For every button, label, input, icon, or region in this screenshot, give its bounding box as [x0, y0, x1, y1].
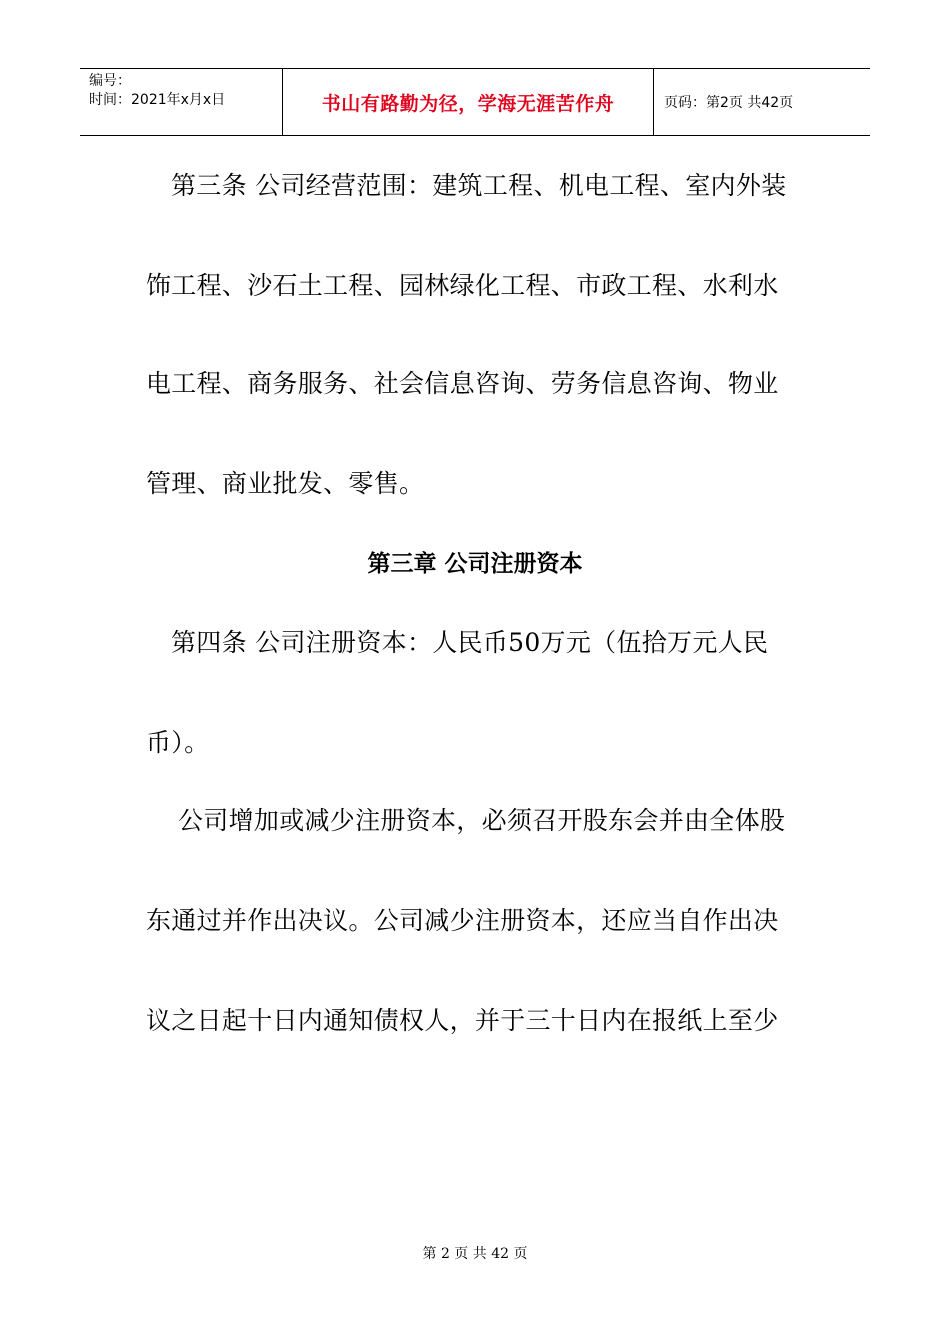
article4-line-2: 币）。 [146, 728, 210, 757]
page-header [80, 68, 870, 136]
article3-line-1: 第三条 公司经营范围：建筑工程、机电工程、室内外装 [171, 171, 787, 200]
header-number-label: 编号： [89, 73, 131, 89]
chapter-heading: 第三章 公司注册资本 [367, 551, 583, 577]
header-time-label: 时间：2021年x月x日 [89, 92, 226, 108]
paragraph-line-2: 东通过并作出决议。公司减少注册资本，还应当自作出决 [146, 906, 779, 935]
header-motto: 书山有路勤为径，学海无涯苦作舟 [282, 69, 654, 135]
page-footer: 第 2 页 共 42 页 [422, 1246, 528, 1262]
paragraph-line-3: 议之日起十日内通知债权人，并于三十日内在报纸上至少 [146, 1006, 779, 1035]
article3-line-4: 管理、商业批发、零售。 [146, 469, 425, 498]
header-meta [80, 69, 282, 135]
header-page-info: 页码：第2页 共42页 [664, 95, 794, 111]
article3-line-2: 饰工程、沙石土工程、园林绿化工程、市政工程、水利水 [146, 271, 779, 300]
article4-line-1: 第四条 公司注册资本：人民币50万元（伍拾万元人民 [171, 628, 769, 657]
paragraph-line-1: 公司增加或减少注册资本，必须召开股东会并由全体股 [178, 806, 786, 835]
article3-line-3: 电工程、商务服务、社会信息咨询、劳务信息咨询、物业 [146, 369, 779, 398]
